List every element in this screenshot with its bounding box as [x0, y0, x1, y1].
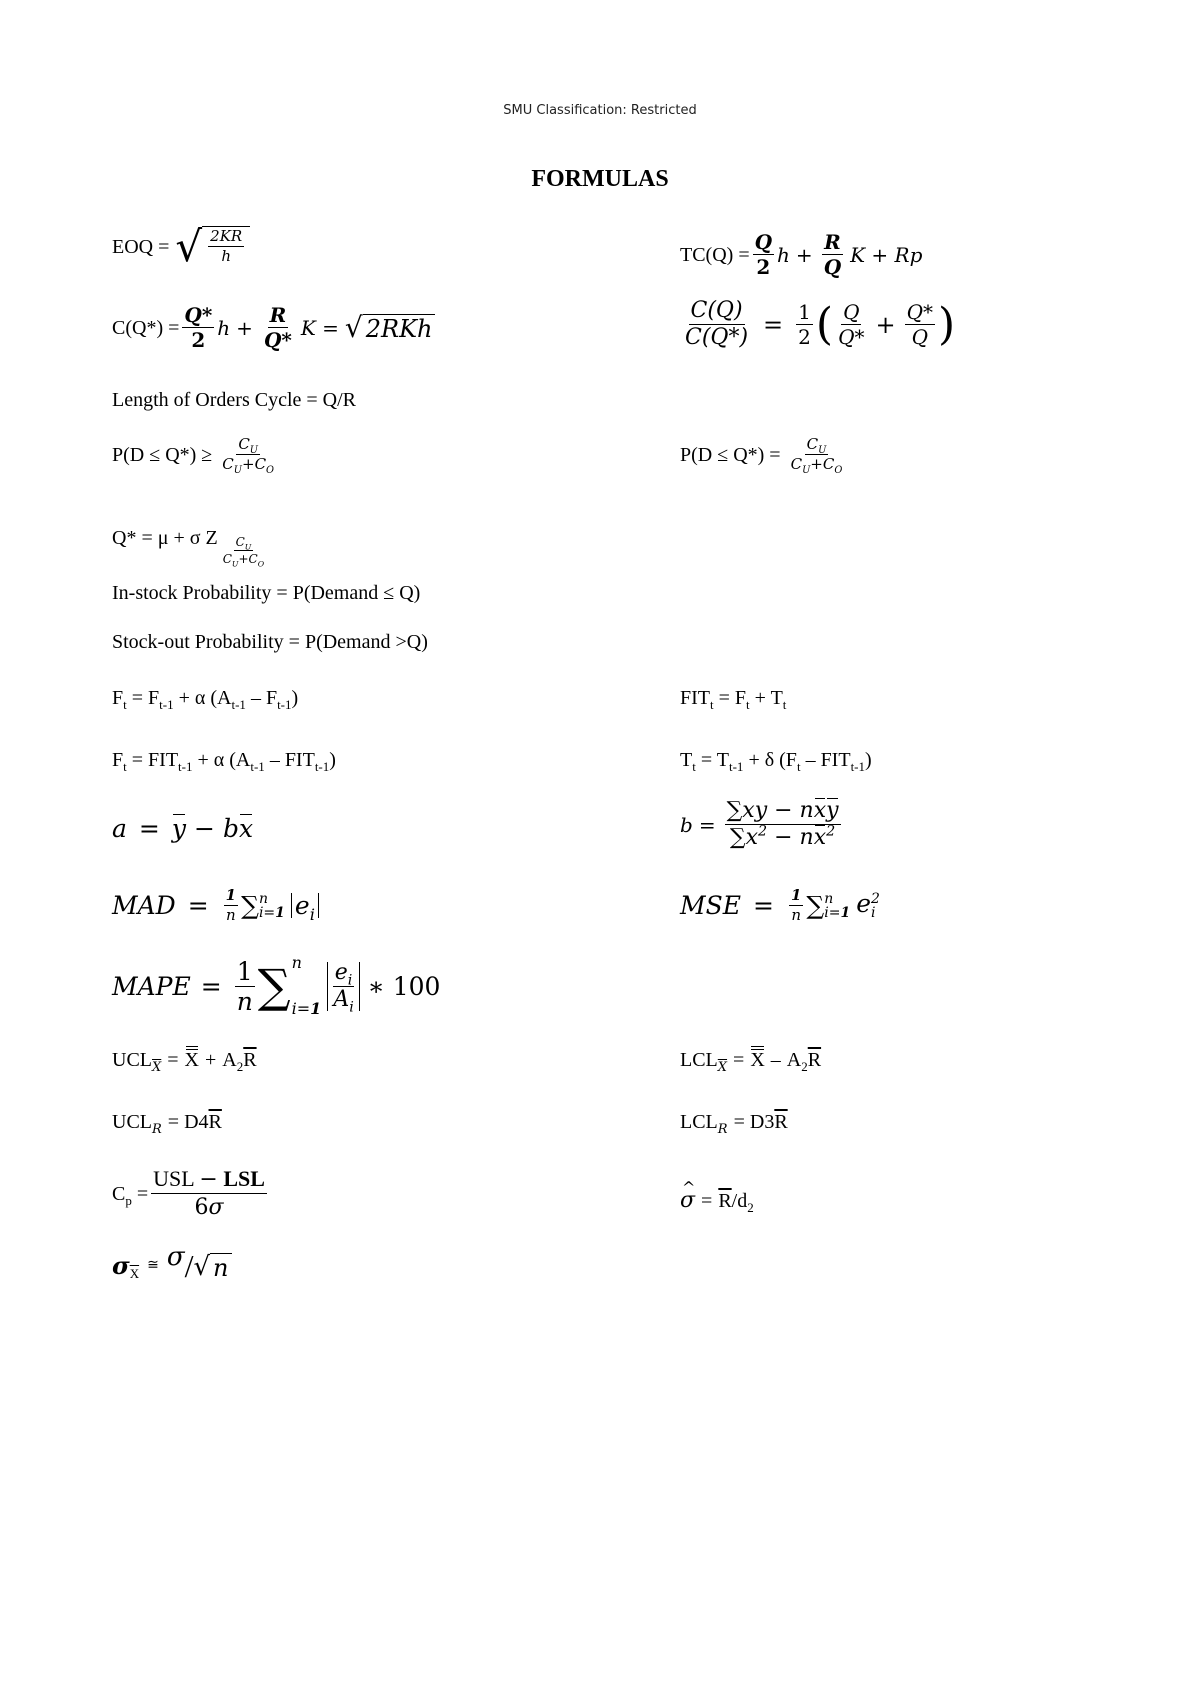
- formula-mse: MSE = $\frac{1}{n}$ ∑ n i=1 e 2 i: [680, 886, 880, 924]
- formula-cost-ratio: $\frac{C(Q)}{C(Q*)}$ = $\frac{1}{2}$ ( $\frac{Q}{Q*}$ + $\frac{Q*}{Q}$ ): [685, 298, 956, 350]
- lcl-r-tail: = D: [733, 1111, 765, 1133]
- formula-sigma-hat: ^ σ = $\overline{R}/d_2$: [680, 1190, 754, 1212]
- formula-eoq: EOQ = √ $\frac{2KR}{h}$: [112, 226, 250, 268]
- formula-sigma-xbar: σ $\overline{X}$ ≅ σ / √ n: [112, 1250, 232, 1282]
- formula-newsvendor-ineq: P(D ≤ Q*) ≥ $\frac{C_U}{C_U+C_O}$: [112, 435, 275, 476]
- formula-fit: $FIT_t = F_t + T_t$: [680, 687, 787, 712]
- formula-newsvendor-eq: P(D ≤ Q*) = $\frac{C_U}{C_U+C_O}$: [680, 435, 843, 476]
- formula-exp-smoothing: $F_t = F_{t-1} + \alpha$ $(A_{t-1} - F_{t-1})$: [112, 687, 299, 712]
- pd-ge-label: P(D ≤ Q*) ≥: [112, 443, 213, 466]
- formula-mape: MAPE = $\frac{1}{n}$ ∑ n i=1 $\frac{e_i}{A_i}$ ∗ 100: [112, 953, 441, 1018]
- formula-cost-at-optimum: C(Q*) = $\frac{Q*}{2}$ h + $\frac{R}{Q*}$ K = √ 2RKh: [112, 305, 435, 350]
- formula-intercept: a = y − b x: [112, 814, 254, 843]
- formula-stock-out: Stock-out Probability = P(Demand >Q): [112, 631, 428, 653]
- tc-label: TC(Q) =: [680, 243, 750, 266]
- formula-q-star: Q* = μ + σ Z $\frac{C_U}{C_U+C_O}$: [112, 526, 265, 569]
- formula-mad: MAD = $\frac{1}{n}$ ∑ n i=1 $e_i$: [112, 888, 319, 923]
- page-title: FORMULAS: [531, 166, 669, 192]
- formula-lcl-xbar: $LCL_{\overline{X}}$ = X – $A_2\overline{R}$: [680, 1049, 822, 1075]
- formula-trend-forecast: $F_t = FIT_{t-1} + \alpha$ $(A_{t-1} - FIT_{t-1})$: [112, 749, 336, 774]
- formula-slope: b = $\frac{\text{∑xy − nxy}}{\sum x^2 - nx^2}$: [680, 798, 839, 850]
- formula-ucl-r: $UCL_R$ = D $4\overline{R}$: [112, 1111, 222, 1137]
- eoq-label: EOQ =: [112, 236, 170, 258]
- formula-lcl-r: $LCL_R$ = D $3\overline{R}$: [680, 1111, 788, 1137]
- tc-tail: K + Rp: [850, 242, 923, 267]
- formula-order-cycle: Length of Orders Cycle = Q/R: [112, 389, 357, 411]
- cq-star-mid: K =: [300, 315, 339, 340]
- formula-process-capability: $C_p$ = $\frac{\text{USL − LSL}}{6\sigma}$: [112, 1166, 265, 1220]
- classification-label: SMU Classification: Restricted: [503, 103, 697, 118]
- cq-star-label: C(Q*) =: [112, 316, 180, 339]
- formula-total-cost: TC(Q) = $\frac{Q}{2}$ h + $\frac{R}{Q}$ K + Rp: [680, 230, 923, 279]
- formula-trend: $T_t = T_{t-1} + \delta$ $(F_t - FIT_{t-1})$: [680, 749, 872, 774]
- ucl-r-tail: = D: [167, 1111, 199, 1133]
- formula-ucl-xbar: $UCL_{\overline{X}}$ = X + $A_2\overline{R}$: [112, 1049, 257, 1075]
- formula-in-stock: In-stock Probability = P(Demand ≤ Q): [112, 582, 421, 604]
- mape-tail: ∗ 100: [367, 971, 441, 1001]
- pd-eq-label: P(D ≤ Q*) =: [680, 443, 781, 466]
- q-star-label: Q* = μ + σ Z: [112, 526, 218, 549]
